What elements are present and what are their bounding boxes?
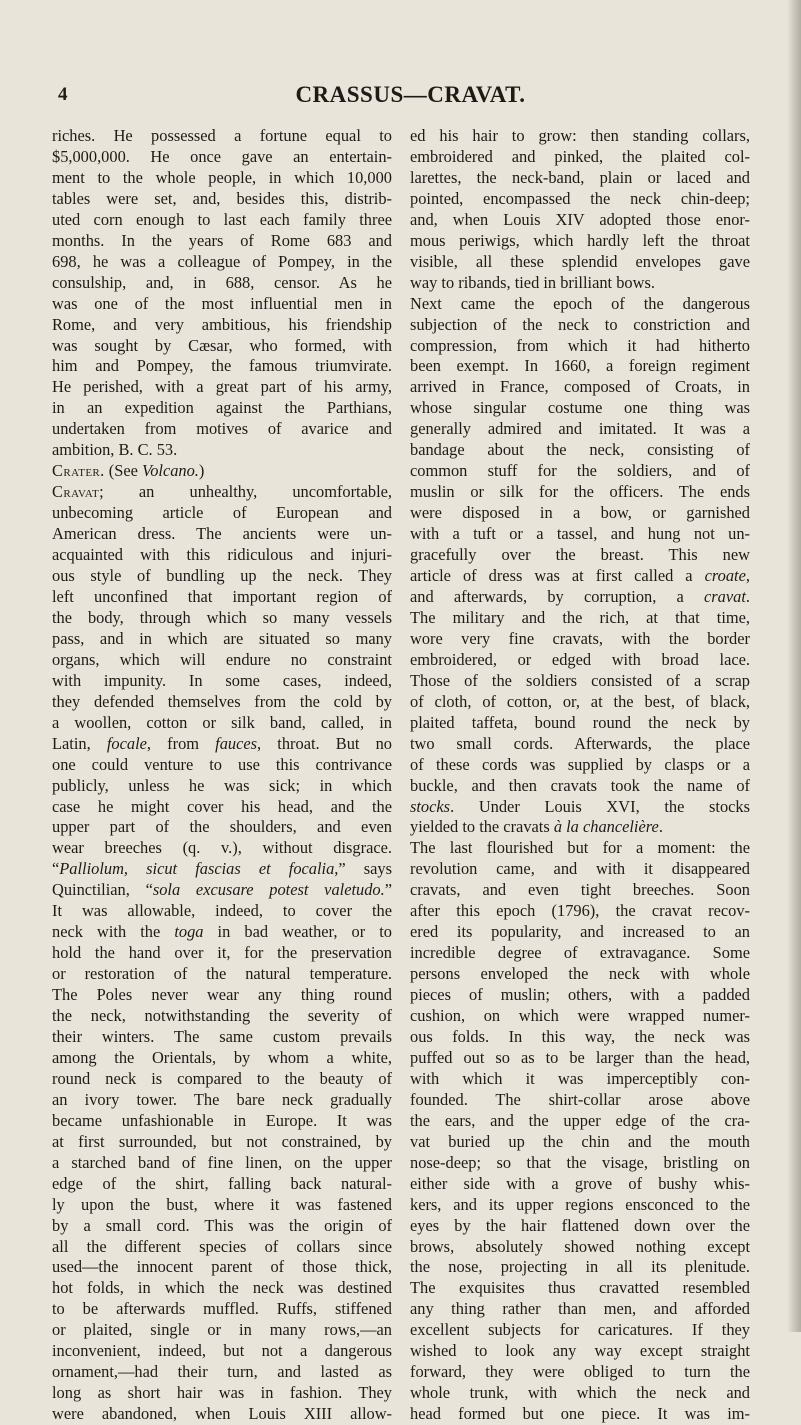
text-segment: Volcano. [142,461,199,481]
text-line [410,755,750,776]
text-segment: edge of the shirt, falling back natural- [52,1173,392,1193]
text-line [52,252,392,273]
text-line [52,1237,392,1258]
text-line [52,817,392,838]
text-line [52,838,392,859]
text-segment: in an expedition against the Parthians, [52,398,392,418]
text-segment: The last flourished but for a moment: the [410,838,750,858]
text-line [52,1174,392,1195]
text-segment: the nose, projecting in all its plenitude. [410,1257,750,1277]
text-line [410,1383,750,1404]
text-line [52,985,392,1006]
text-line [52,1048,392,1069]
text-line [410,734,750,755]
text-segment: embroidered and pinked, the plaited col- [410,146,750,166]
text-line [410,377,750,398]
text-segment: ered its popularity, and increased to an [410,922,750,942]
text-segment: uted corn enough to last each family three [52,209,392,229]
text-segment: him and Pompey, the famous triumvirate. [52,356,392,376]
text-line [52,629,392,650]
text-segment: at first surrounded, but not constrained, by [52,1131,392,1151]
text-line [410,1006,750,1027]
text-line [410,1341,750,1362]
text-line [410,189,750,210]
text-line [52,734,392,755]
text-line [52,440,392,461]
text-segment: ed his hair to grow: then standing collars, [410,126,750,145]
text-segment: hot folds, in which the neck was destined [52,1278,392,1298]
text-line [52,231,392,252]
page-number: 4 [58,84,68,105]
text-line [52,168,392,189]
text-line [410,1278,750,1299]
text-segment: founded. The shirt-collar arose above [410,1089,750,1109]
text-segment: months. In the years of Rome 683 and [52,230,392,250]
text-segment: neck with the [52,922,175,942]
text-segment: ) [198,461,205,481]
text-segment: became unfashionable in Europe. It was [52,1110,392,1130]
text-segment: common stuff for the soldiers, and of [410,461,750,481]
text-segment: It was allowable, indeed, to cover the [52,901,392,921]
page-edge-shadow [787,0,801,1332]
text-segment: compression, from which it had hitherto [410,335,750,355]
text-segment: buckle, and then cravats took the name of [410,775,750,795]
text-line [52,315,392,336]
text-segment: ment to the whole people, in which 10,000 [52,167,392,187]
text-line [52,545,392,566]
text-line [52,210,392,231]
text-segment: cushion, on which were wrapped numer- [410,1006,750,1026]
text-line [410,1257,750,1278]
text-segment: article of dress was at first called a [410,566,705,586]
text-line [410,1404,750,1425]
text-segment: Latin, [52,733,107,753]
text-segment: to be afterwards muffled. Ruffs, stiffened [52,1299,392,1319]
text-line [410,964,750,985]
text-line [52,147,392,168]
text-line [52,1383,392,1404]
text-line [410,294,750,315]
text-line [52,859,392,880]
text-line [410,356,750,377]
text-segment: the ears, and the upper edge of the cra- [410,1110,750,1130]
text-line [52,1278,392,1299]
text-line [410,545,750,566]
text-segment: Crater. [52,461,105,481]
text-line [410,817,750,838]
text-segment: were disposed in a bow, or garnished [410,503,750,523]
text-line [52,461,392,482]
text-segment: ” says [338,859,392,879]
text-segment: pass, and in which are situated so many [52,628,392,648]
text-segment: were abandoned, when Louis XIII allow- [52,1404,392,1424]
text-segment: the body, through which so many vessels [52,607,392,627]
text-line [410,859,750,880]
text-line [52,692,392,713]
text-segment: left unconfined that important region of [52,586,392,606]
text-line [410,503,750,524]
text-line [410,126,750,147]
text-segment: , from [146,733,216,753]
text-segment: ous style of bundling up the neck. They [52,566,392,586]
text-segment: case he might cover his head, and the [52,796,392,816]
text-line [52,671,392,692]
text-segment: plaited taffeta, bound round the neck by [410,712,750,732]
text-line [52,1027,392,1048]
text-segment: Rome, and very ambitious, his friendship [52,314,392,334]
text-segment: wear breeches (q. v.), without disgrace. [52,838,392,858]
text-line [410,461,750,482]
text-segment: any thing rather than men, and afforded [410,1299,750,1319]
text-segment: they defended themselves from the cold by [52,691,392,711]
text-line [52,482,392,503]
text-line [410,273,750,294]
text-segment: ambition, B. C. 53. [52,440,178,460]
text-line [410,1237,750,1258]
text-line [52,755,392,776]
text-line [52,1153,392,1174]
text-segment: generally admired and imitated. It was a [410,419,750,439]
text-segment: stocks [410,796,451,816]
text-segment: pieces of muslin; others, with a padded [410,985,750,1005]
text-segment: focale [106,733,147,753]
text-segment: persons enveloped the neck with whole [410,964,750,984]
text-line [52,608,392,629]
text-segment: sola excusare potest valetudo. [152,880,385,900]
text-segment: whole trunk, with which the neck and [410,1383,750,1403]
text-segment: ; an unhealthy, uncomfortable, [99,482,392,502]
text-segment: eyes by the hair flattened down over the [410,1215,750,1235]
text-segment: cravat [704,586,746,606]
text-line [410,419,750,440]
text-line [410,1174,750,1195]
text-line [410,1320,750,1341]
text-line [52,356,392,377]
text-segment: long as short hair was in fashion. They [52,1383,392,1403]
text-line [410,776,750,797]
text-segment: been exempt. In 1660, a foreign regiment [410,356,750,376]
text-segment: pointed, encompassed the neck chin-deep; [410,188,750,208]
text-line [52,189,392,210]
text-segment: He perished, with a great part of his army, [52,377,392,397]
text-segment: forward, they were obliged to turn the [410,1362,750,1382]
text-segment: unbecoming article of European and [52,503,392,523]
text-line [410,650,750,671]
text-segment: $5,000,000. He once gave an entertain- [52,146,392,166]
text-line [52,776,392,797]
text-line [410,838,750,859]
text-line [410,1153,750,1174]
text-line [52,587,392,608]
text-segment: a starched band of fine linen, on the upper [52,1152,392,1172]
text-line [410,210,750,231]
text-segment: kers, and its upper regions ensconced to the [410,1194,750,1214]
text-segment: ornament,—had their turn, and lasted as [52,1362,392,1382]
text-line [410,608,750,629]
text-line [410,482,750,503]
text-line [52,1006,392,1027]
text-segment: organs, which will endure no constraint [52,649,392,669]
text-line [52,1320,392,1341]
text-line [52,1404,392,1425]
text-line [52,1195,392,1216]
text-segment: cravats, and even tight breeches. Soon [410,880,750,900]
text-segment: riches. He possessed a fortune equal to [52,126,392,145]
text-line [410,587,750,608]
text-line [52,880,392,901]
text-line [410,1216,750,1237]
text-segment: publicly, unless he was sick; in which [52,775,392,795]
text-segment: embroidered, or edged with broad lace. [410,649,750,669]
text-line [52,1257,392,1278]
text-line [52,943,392,964]
text-segment: with impunity. In some cases, indeed, [52,670,392,690]
text-line [52,273,392,294]
text-line [410,147,750,168]
text-line [52,797,392,818]
text-line [410,231,750,252]
column-right [410,126,750,1425]
text-segment: arrived in France, composed of Croats, in [410,377,750,397]
text-line [410,943,750,964]
text-segment: whose singular costume one thing was [410,398,750,418]
text-line [52,1341,392,1362]
text-segment: visible, all these splendid envelopes gave [410,251,750,271]
text-line [410,692,750,713]
text-segment: either side with a grove of bushy whis- [410,1173,750,1193]
text-segment: inconvenient, indeed, but not a dangerous [52,1341,392,1361]
text-segment: excellent subjects for caricatures. If they [410,1320,750,1340]
text-segment: subjection of the neck to constriction and [410,314,750,334]
text-line [52,1090,392,1111]
text-segment: by a small cord. This was the origin of [52,1215,392,1235]
text-line [410,440,750,461]
text-segment: The Poles never wear any thing round [52,985,392,1005]
text-line [52,1069,392,1090]
text-line [410,1195,750,1216]
text-segment: was sought by Cæsar, who formed, with [52,335,392,355]
text-line [410,566,750,587]
text-segment: or restoration of the natural temperature. [52,964,392,984]
text-line [52,713,392,734]
text-line [52,1216,392,1237]
text-segment: the neck, notwithstanding the severity of [52,1006,392,1026]
text-line [52,1111,392,1132]
text-segment: wished to look any way except straight [410,1341,750,1361]
text-segment: Those of the soldiers consisted of a scrap [410,670,750,690]
text-segment: wore very fine cravats, with the border [410,628,750,648]
text-segment: two small cords. Afterwards, the place [410,733,750,753]
text-line [52,503,392,524]
text-line [410,1048,750,1069]
text-segment: was one of the most influential men in [52,293,392,313]
text-segment: à la chancelière [553,817,659,837]
text-segment: Quinctilian, “ [52,880,153,900]
text-segment: croate [704,566,746,586]
text-segment: ous folds. In this way, the neck was [410,1026,750,1046]
text-segment: acquainted with this ridiculous and injuri- [52,545,392,565]
text-line [410,985,750,1006]
text-segment: The military and the rich, at that time, [410,607,750,627]
text-line [410,1362,750,1383]
text-segment: incredible degree of extravagance. Some [410,943,750,963]
text-segment: Cravat [52,482,100,502]
text-segment: used—the innocent parent of those thick, [52,1257,392,1277]
text-segment: undertaken from motives of avarice and [52,419,392,439]
text-segment: ly upon the bust, where it was fastened [52,1194,392,1214]
text-line [410,713,750,734]
text-line [410,1132,750,1153]
text-segment: vat buried up the chin and the mouth [410,1131,750,1151]
text-line [52,964,392,985]
text-segment: with a tuft or a tassel, and hung not un- [410,524,750,544]
text-line [410,1090,750,1111]
text-segment: . [745,586,750,606]
text-line [410,315,750,336]
text-line [410,168,750,189]
text-segment: , throat. But no [257,733,392,753]
text-line [52,1132,392,1153]
text-segment: round neck is compared to the beauty of [52,1068,392,1088]
text-segment: The exquisites thus cravatted resembled [410,1278,750,1298]
text-segment: tables were set, and, besides this, distrib- [52,188,392,208]
text-segment: among the Orientals, by whom a white, [52,1047,392,1067]
text-line [52,524,392,545]
text-segment: Next came the epoch of the dangerous [410,293,750,313]
text-segment: head formed but one piece. It was im- [410,1404,750,1424]
text-segment: revolution came, and with it disappeared [410,859,750,879]
text-segment: bandage about the neck, consisting of [410,440,750,460]
text-line [410,1027,750,1048]
text-segment: “ [52,859,60,879]
text-line [410,398,750,419]
text-segment: Palliolum, sicut fascias et focalia, [59,859,339,879]
text-line [52,566,392,587]
text-line [52,901,392,922]
text-segment: one could venture to use this contrivance [52,754,392,774]
text-segment: nose-deep; so that the visage, bristling on [410,1152,750,1172]
text-segment: muslin or silk for the officers. The ends [410,482,750,502]
text-line [52,419,392,440]
text-segment: ” [384,880,392,900]
text-line [410,524,750,545]
text-segment: or plaited, single or in many rows,—an [52,1320,392,1340]
text-line [410,1111,750,1132]
text-line [52,1299,392,1320]
text-segment: an ivory tower. The bare neck gradually [52,1089,392,1109]
text-segment: toga [174,922,204,942]
text-segment: brows, absolutely showed nothing except [410,1236,750,1256]
text-line [52,377,392,398]
text-segment: with which it was imperceptibly con- [410,1068,750,1088]
text-segment: and afterwards, by corruption, a [410,586,705,606]
text-line [410,901,750,922]
text-segment: and, when Louis XIV adopted those enor- [410,209,750,229]
text-segment: American dress. The ancients were un- [52,524,392,544]
column-left [52,126,392,1425]
text-line [52,126,392,147]
running-head: CRASSUS—CRAVAT. [295,82,526,107]
text-segment: of these cords was supplied by clasps or a [410,754,750,774]
text-segment: (See [104,461,142,481]
text-line [52,398,392,419]
text-line [410,671,750,692]
text-line [52,294,392,315]
text-line [410,629,750,650]
text-line [410,1299,750,1320]
text-segment: upper part of the shoulders, and even [52,817,392,837]
text-line [410,880,750,901]
text-segment: way to ribands, tied in brilliant bows. [410,272,655,292]
text-segment: , [745,566,750,586]
text-segment: 698, he was a colleague of Pompey, in the [52,251,392,271]
text-segment: consulship, and, in 688, censor. As he [52,272,392,292]
text-segment: all the different species of collars since [52,1236,392,1256]
text-line [52,1362,392,1383]
text-segment: gracefully over the breast. This new [410,545,750,565]
text-line [410,252,750,273]
text-segment: puffed out so as to be larger than the head, [410,1047,750,1067]
text-segment: in bad weather, or to [203,922,392,942]
text-segment: a woollen, cotton or silk band, called, in [52,712,392,732]
text-segment: fauces [215,733,258,753]
text-line [410,1069,750,1090]
text-segment: . [658,817,663,837]
text-line [52,650,392,671]
text-segment: hold the hand over it, for the preservation [52,943,392,963]
text-segment: yielded to the cravats [410,817,554,837]
text-line [410,797,750,818]
text-segment: . Under Louis XVI, the stocks [450,796,750,816]
text-segment: larettes, the neck-band, plain or laced and [410,167,750,187]
text-segment: their winters. The same custom prevails [52,1026,392,1046]
text-line [52,336,392,357]
text-line [410,336,750,357]
text-segment: mous periwigs, which hardly left the throat [410,230,750,250]
text-segment: after this epoch (1796), the cravat recov- [410,901,750,921]
text-line [52,922,392,943]
text-line [410,922,750,943]
text-segment: of cloth, of cotton, or, at the best, of black, [410,691,750,711]
